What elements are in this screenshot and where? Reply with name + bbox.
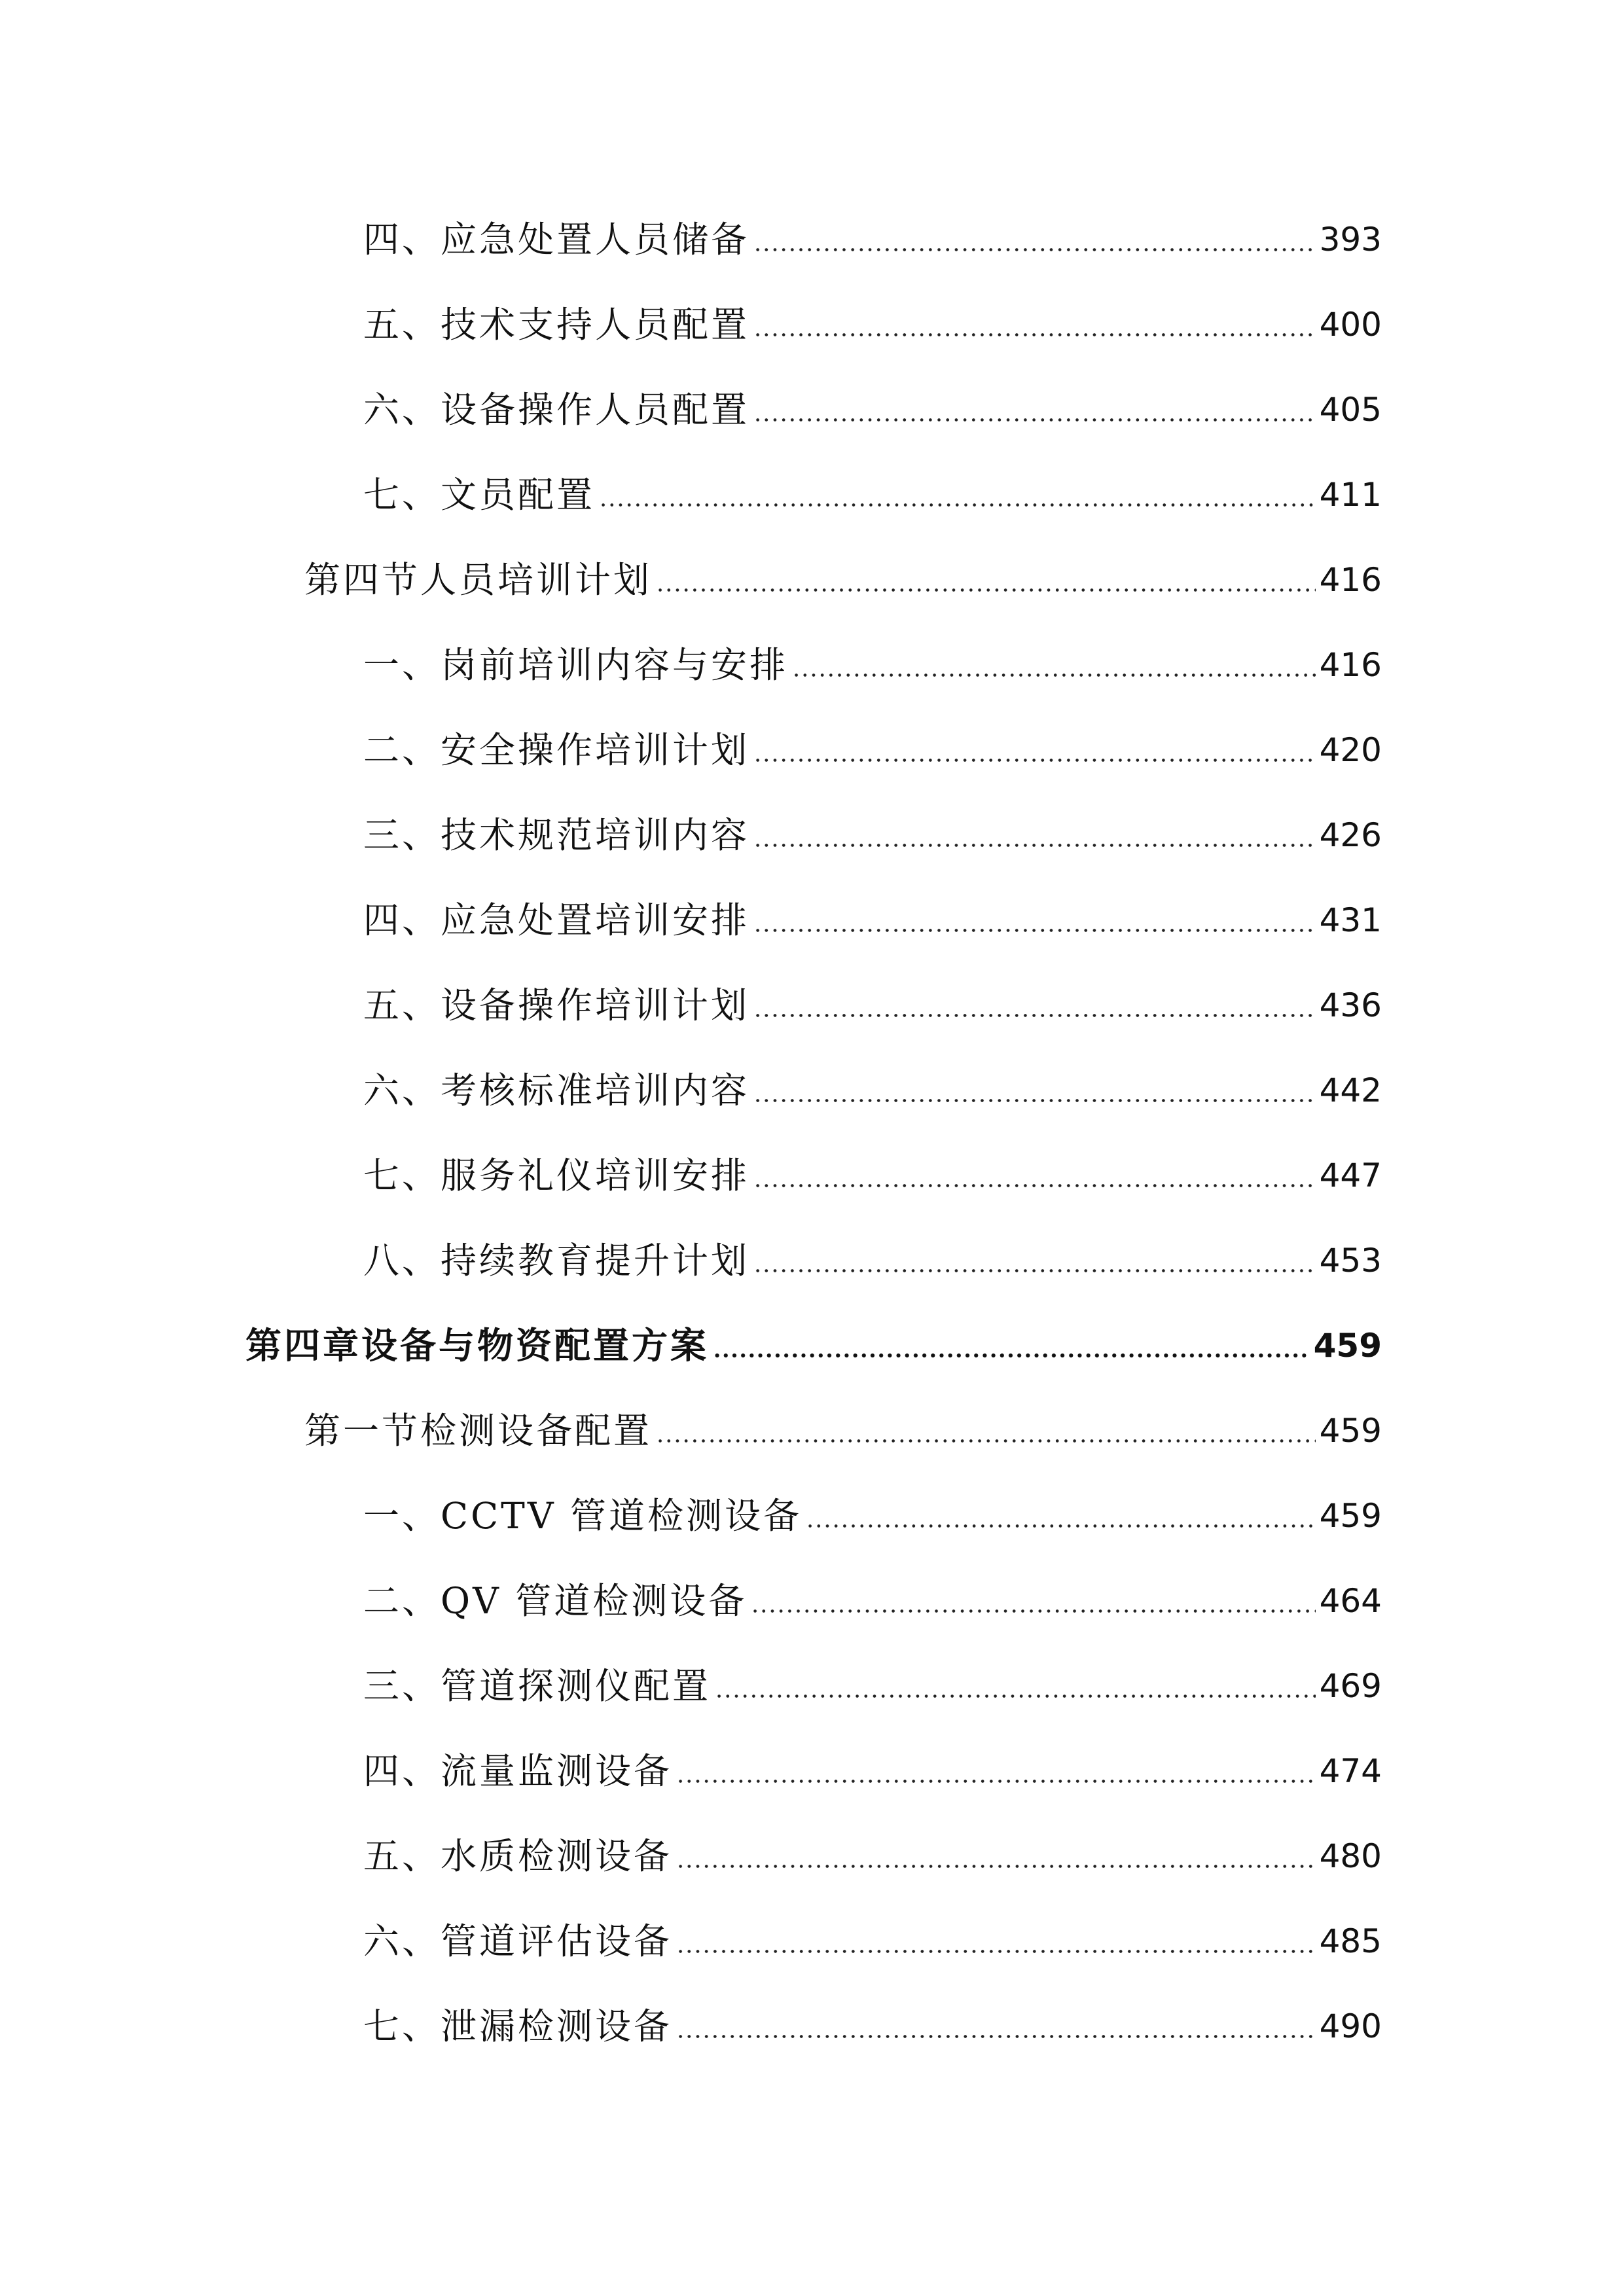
toc-entry[interactable] (363, 979, 1382, 1031)
dot-leader (713, 1319, 1310, 1372)
toc-entry-title: 七、服务礼仪培训安排 (363, 1155, 750, 1196)
dot-leader (676, 2000, 1316, 2053)
dot-leader (676, 1745, 1316, 1797)
dot-leader (753, 1234, 1316, 1287)
toc-entry-title: 三、管道探测仪配置 (363, 1665, 712, 1707)
toc-entry-title: 七、泄漏检测设备 (363, 2005, 673, 2047)
dot-leader (753, 1149, 1316, 1202)
toc-entry[interactable] (363, 809, 1382, 861)
toc-entry[interactable] (363, 2000, 1382, 2053)
toc-entry-page: 490 (1319, 2007, 1382, 2045)
toc-entry-page: 426 (1319, 816, 1382, 854)
dot-leader (753, 1064, 1316, 1117)
toc-entry-title: 七、文员配置 (363, 474, 596, 516)
toc-entry-page: 459 (1319, 1497, 1382, 1535)
toc-entry[interactable] (363, 1830, 1382, 1882)
toc-entry-page: 464 (1319, 1582, 1382, 1620)
toc-entry-title: 六、设备操作人员配置 (363, 389, 750, 431)
toc-entry[interactable] (363, 1064, 1382, 1117)
toc-entry[interactable] (363, 469, 1382, 521)
toc-entry-page: 459 (1313, 1327, 1382, 1365)
toc-entry[interactable] (363, 1234, 1382, 1287)
toc-entry[interactable] (304, 554, 1382, 606)
toc-entry-title: 五、技术支持人员配置 (363, 304, 750, 346)
toc-entry-title: 五、水质检测设备 (363, 1835, 673, 1877)
toc-entry[interactable] (363, 894, 1382, 946)
dot-leader (753, 298, 1316, 351)
toc-entry[interactable] (363, 1745, 1382, 1797)
toc-entry-title: 第四节人员培训计划 (304, 559, 653, 601)
toc-entry-title: 一、岗前培训内容与安排 (363, 644, 789, 686)
dot-leader (676, 1830, 1316, 1882)
toc-entry-page: 405 (1319, 391, 1382, 429)
dot-leader (599, 469, 1316, 521)
dot-leader (751, 1575, 1315, 1627)
toc-entry-page: 420 (1319, 731, 1382, 769)
toc-entry[interactable] (363, 1490, 1382, 1542)
toc-entry-title: 四、应急处置培训安排 (363, 899, 750, 941)
toc-entry[interactable] (363, 1915, 1382, 1967)
toc-entry-page: 469 (1319, 1667, 1382, 1705)
toc-entry-page: 453 (1319, 1242, 1382, 1280)
dot-leader (753, 894, 1316, 946)
toc-entry[interactable] (363, 1149, 1382, 1202)
toc-entry[interactable] (363, 384, 1382, 436)
toc-entry-title: 二、安全操作培训计划 (363, 729, 750, 771)
toc-entry-title: 五、设备操作培训计划 (363, 984, 750, 1026)
dot-leader (753, 213, 1316, 266)
toc-entry-title: 第四章设备与物资配置方案 (245, 1324, 710, 1367)
toc-entry-page: 431 (1319, 901, 1382, 939)
toc-entry-page: 400 (1319, 306, 1382, 344)
toc-entry-title: 六、管道评估设备 (363, 1920, 673, 1962)
toc-entry-title: 一、CCTV 管道检测设备 (363, 1495, 803, 1537)
toc-entry[interactable] (363, 639, 1382, 691)
toc-entry[interactable] (363, 213, 1382, 266)
toc-entry[interactable] (304, 1405, 1382, 1457)
toc-entry-title: 二、QV 管道检测设备 (363, 1580, 748, 1622)
toc-entry-page: 436 (1319, 986, 1382, 1024)
toc-entry-page: 447 (1319, 1157, 1382, 1194)
toc-entry-page: 442 (1319, 1071, 1382, 1109)
dot-leader (792, 639, 1316, 691)
toc-entry-page: 411 (1319, 476, 1382, 514)
toc-entry-title: 四、流量监测设备 (363, 1750, 673, 1792)
toc-entry-page: 416 (1319, 646, 1382, 684)
toc-entry-page: 416 (1319, 561, 1382, 599)
toc-entry[interactable] (363, 1575, 1382, 1627)
toc-entry-title: 三、技术规范培训内容 (363, 814, 750, 856)
toc-entry-title: 四、应急处置人员储备 (363, 219, 750, 260)
toc-entry-chapter[interactable] (245, 1319, 1382, 1372)
toc-entry-title: 第一节检测设备配置 (304, 1410, 653, 1452)
dot-leader (753, 979, 1316, 1031)
toc-entry-page: 480 (1319, 1837, 1382, 1875)
dot-leader (753, 384, 1316, 436)
dot-leader (753, 724, 1316, 776)
toc-entry-page: 459 (1319, 1412, 1382, 1450)
toc-entry-page: 393 (1319, 221, 1382, 259)
toc-entry-title: 六、考核标准培训内容 (363, 1069, 750, 1111)
dot-leader (806, 1490, 1316, 1542)
toc-entry-title: 八、持续教育提升计划 (363, 1240, 750, 1282)
toc-entry-page: 474 (1319, 1752, 1382, 1790)
toc-entry[interactable] (363, 1660, 1382, 1712)
dot-leader (715, 1660, 1316, 1712)
dot-leader (676, 1915, 1316, 1967)
toc-entry[interactable] (363, 724, 1382, 776)
toc-entry-page: 485 (1319, 1922, 1382, 1960)
dot-leader (656, 1405, 1316, 1457)
toc-entry[interactable] (363, 298, 1382, 351)
dot-leader (753, 809, 1316, 861)
dot-leader (656, 554, 1316, 606)
